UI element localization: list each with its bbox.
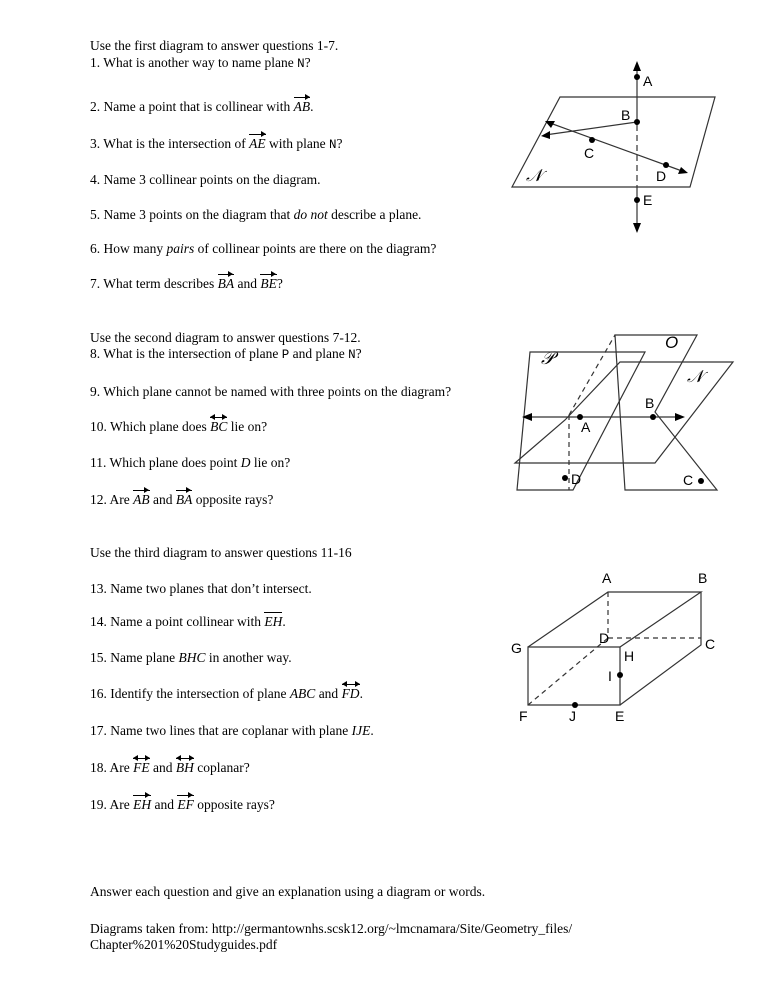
line-cd — [550, 123, 682, 171]
label-plane-o: O — [665, 333, 679, 352]
label-b: B — [698, 570, 708, 586]
label-e: E — [643, 192, 653, 208]
point-b — [634, 119, 640, 125]
label-c: C — [705, 636, 716, 652]
label-plane-p: 𝒫 — [541, 348, 554, 368]
question-15: 15. Name plane BHC in another way. — [90, 650, 292, 665]
label-j: J — [569, 708, 576, 724]
point-a — [634, 74, 640, 80]
question-13: 13. Name two planes that don’t intersect. — [90, 581, 312, 596]
label-d: D — [656, 168, 667, 184]
question-18: 18. Are FE and BH coplanar? — [90, 760, 250, 776]
label-a: A — [602, 570, 612, 586]
section3-intro: Use the third diagram to answer questions 11-16 — [90, 545, 352, 560]
question-7: 7. What term describes BA and BE? — [90, 276, 283, 291]
label-a: A — [643, 73, 653, 89]
label-a: A — [581, 419, 591, 435]
question-3: 3. What is the intersection of AE with plane N? — [90, 136, 343, 152]
label-c: C — [683, 472, 694, 488]
question-8: 8. What is the intersection of plane P and plane N? — [90, 346, 362, 362]
label-i: I — [608, 668, 612, 684]
point-c — [589, 137, 595, 143]
label-plane-n: 𝒩 — [687, 367, 704, 386]
question-6: 6. How many pairs of collinear points are there on the diagram? — [90, 241, 437, 256]
question-11: 11. Which plane does point D lie on? — [90, 455, 291, 470]
diagram-1 — [500, 55, 720, 235]
question-14: 14. Name a point collinear with EH. — [90, 614, 286, 629]
label-d: D — [571, 471, 582, 487]
question-2: 2. Name a point that is collinear with AB. — [90, 99, 314, 114]
question-9: 9. Which plane cannot be named with three points on the diagram? — [90, 384, 452, 399]
point-b — [650, 414, 656, 420]
source-line-2: Chapter%201%20Studyguides.pdf — [90, 937, 278, 952]
question-1: 1. What is another way to name plane N? — [90, 55, 311, 71]
section1-intro: Use the first diagram to answer questions 1-7. — [90, 38, 339, 53]
question-19: 19. Are EH and EF opposite rays? — [90, 797, 275, 812]
point-c — [698, 478, 704, 484]
question-4: 4. Name 3 collinear points on the diagram. — [90, 172, 321, 187]
question-17: 17. Name two lines that are coplanar with plane IJE. — [90, 723, 374, 738]
plane-o — [615, 335, 717, 490]
point-i — [617, 672, 623, 678]
label-d: D — [599, 630, 610, 646]
top-face — [528, 592, 701, 647]
line-bc — [545, 122, 637, 135]
label-b: B — [621, 107, 631, 123]
point-e — [634, 197, 640, 203]
source-line-1: Diagrams taken from: http://germantownhs.scsk12.org/~lmcnamara/Site/Geometry_files/ — [90, 921, 573, 936]
label-b: B — [645, 395, 655, 411]
label-e: E — [615, 708, 625, 724]
plane-n — [512, 97, 715, 187]
label-plane-n: 𝒩 — [526, 166, 543, 185]
section2-intro: Use the second diagram to answer questions 7-12. — [90, 330, 361, 345]
diagram-3 — [505, 565, 725, 725]
label-c: C — [584, 145, 595, 161]
question-16: 16. Identify the intersection of plane ABC and FD . — [90, 686, 363, 702]
diagram-2 — [505, 330, 745, 500]
point-d — [562, 475, 568, 481]
question-10: 10. Which plane does BC lie on? — [90, 419, 267, 435]
label-h: H — [624, 648, 635, 664]
question-5: 5. Name 3 points on the diagram that do not describe a plane. — [90, 207, 422, 222]
front-face — [528, 647, 620, 705]
label-f: F — [519, 708, 528, 724]
label-g: G — [511, 640, 522, 656]
question-12: 12. Are AB and BA opposite rays? — [90, 492, 274, 507]
footer-instructions: Answer each question and give an explanation using a diagram or words. — [90, 884, 486, 899]
